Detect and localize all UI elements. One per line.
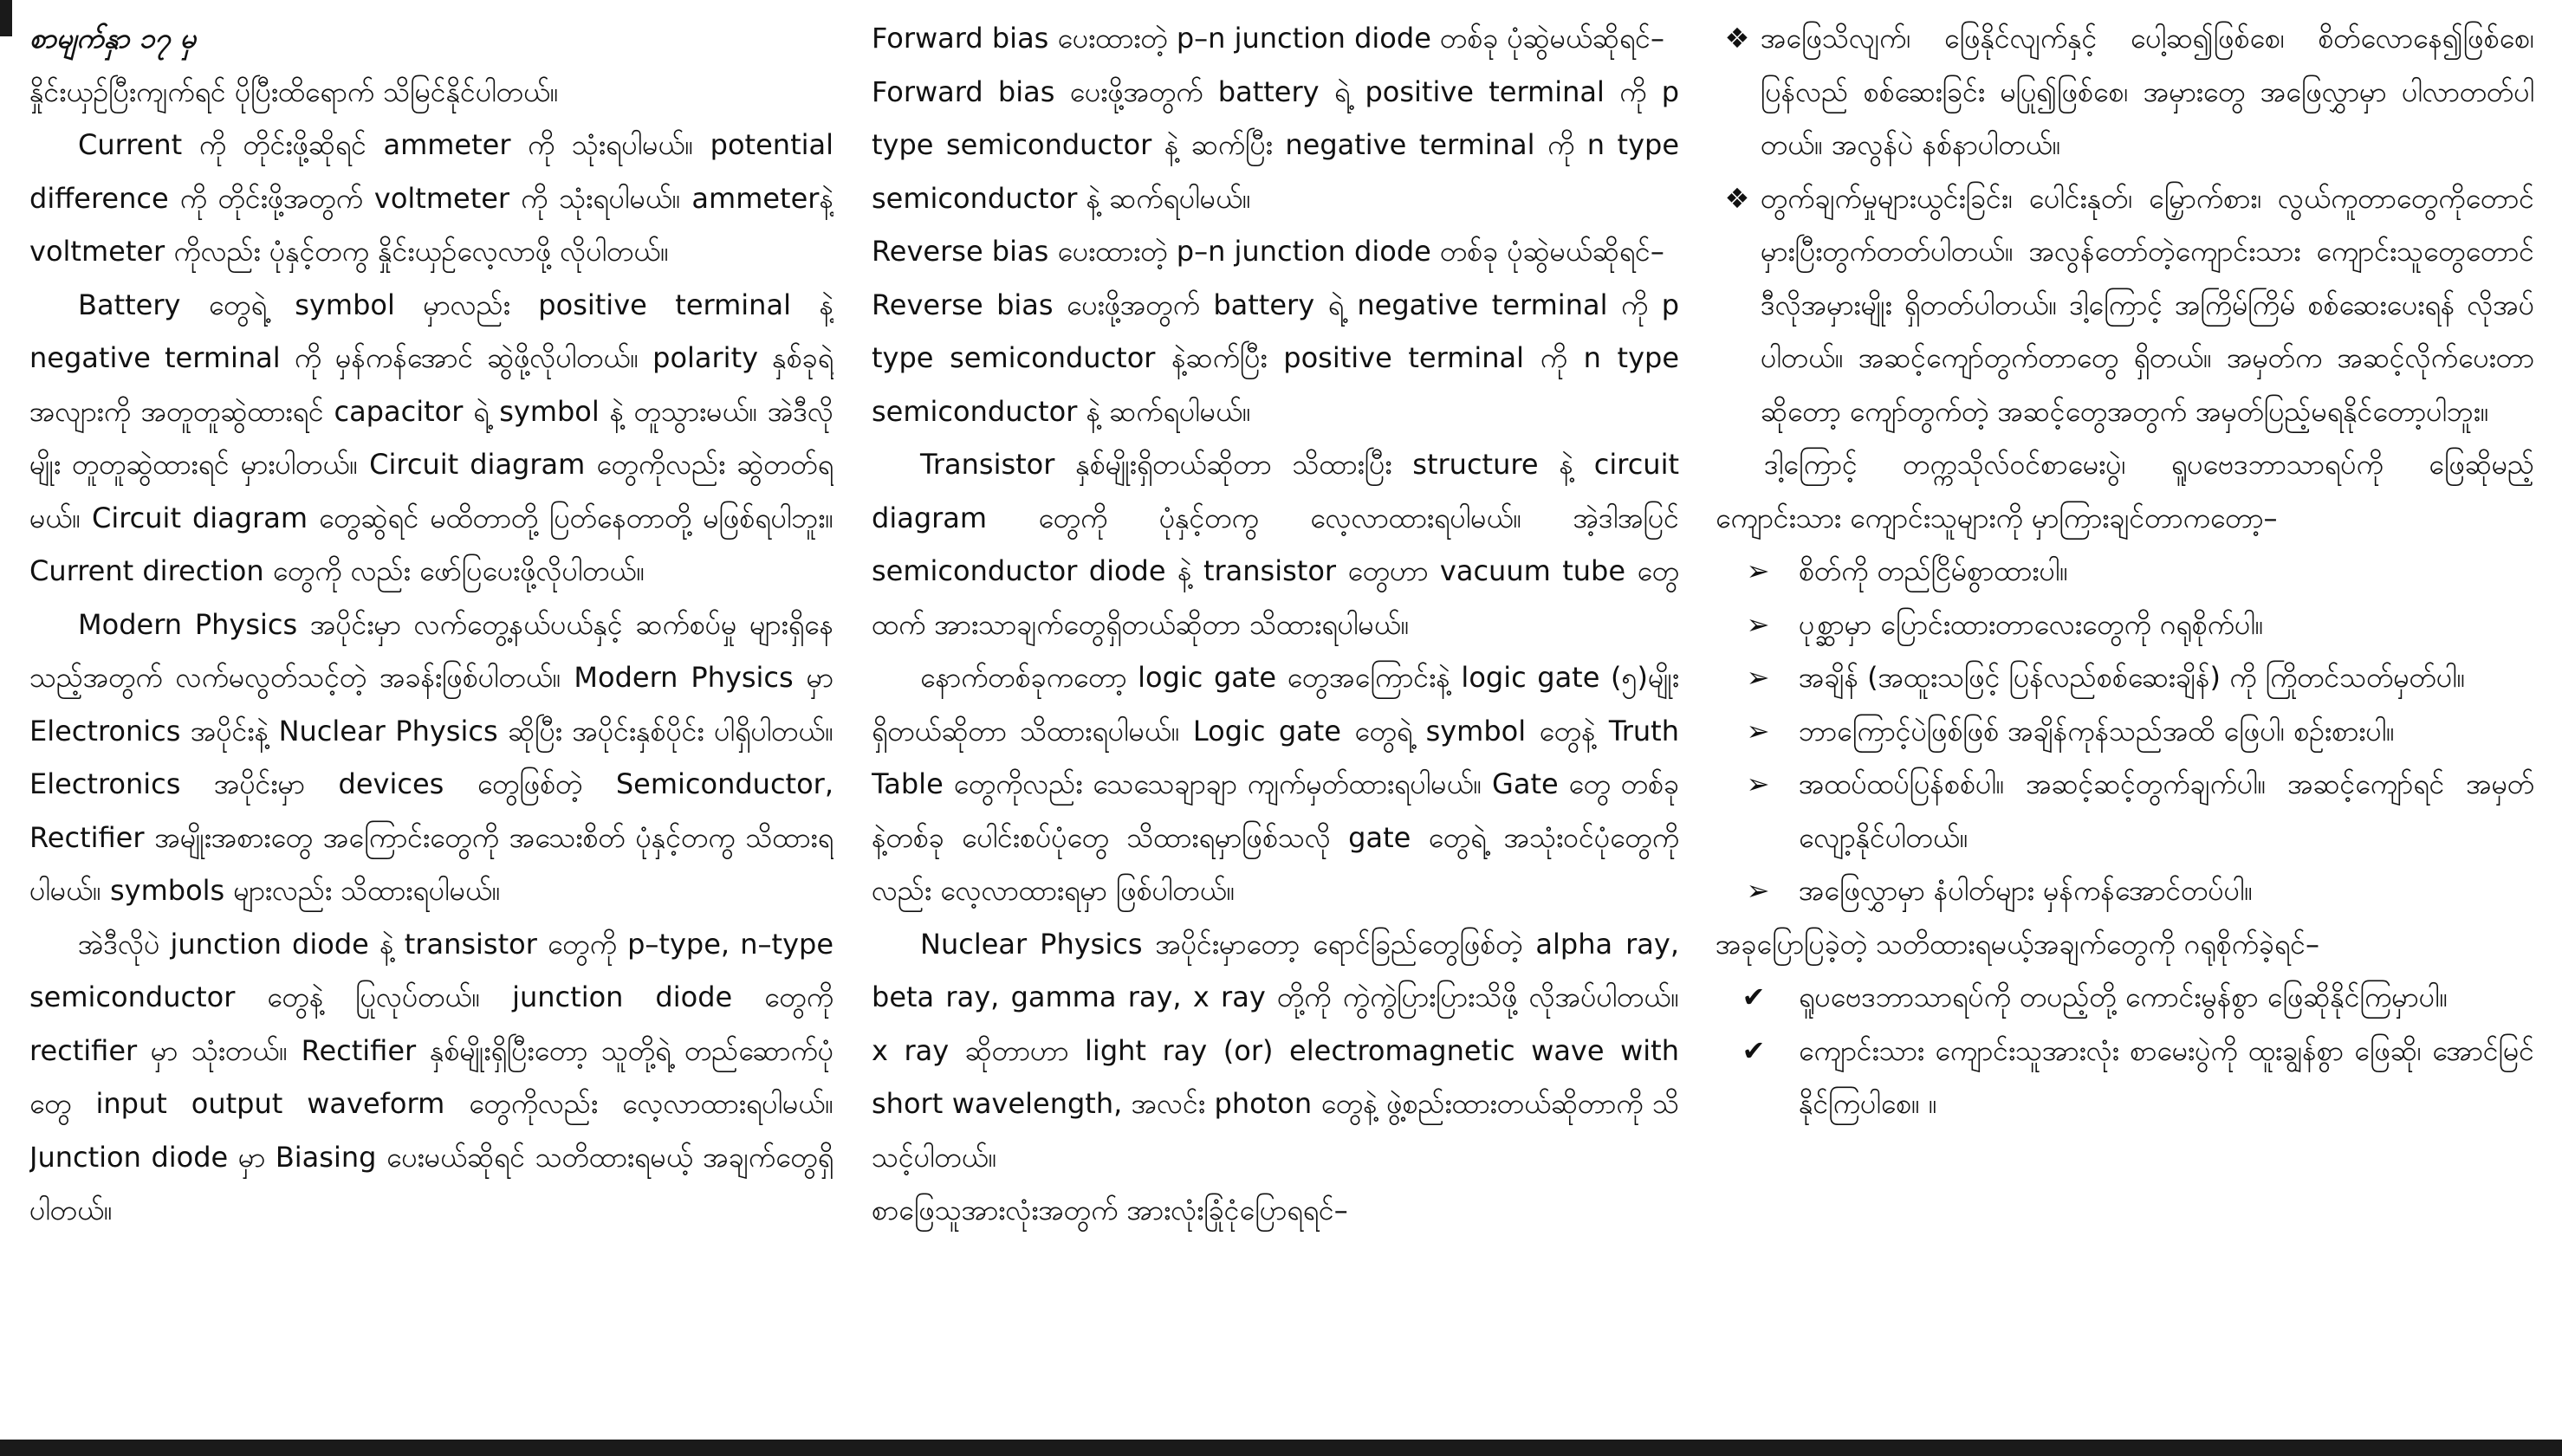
list-item-text: အထပ်ထပ်ပြန်စစ်ပါ။ အဆင့်ဆင့်တွက်ချက်ပါ။ အဆင့်ကျော်ရင် အမှတ်လျော့နိုင်ပါတယ်။ <box>1799 767 2534 854</box>
checkmark-bullet-icon: ✔ <box>1742 980 1766 1013</box>
list-item <box>1716 545 2534 599</box>
column-right <box>1716 12 2534 1433</box>
paragraph: အခုပြောပြခဲ့တဲ့ သတိထားရမယ့်အချက်တွေကို ဂရုစိုက်ခဲ့ရင်– <box>1716 927 2319 961</box>
paragraph: နောက်တစ်ခုကတော့ logic gate တွေအကြောင်းနဲ့ logic gate (၅)မျိုး ရှိတယ်ဆိုတာ သိထားရပါမယ်။ Logic gate တွေရဲ့ symbol တွေနဲ့ Truth Table တွေကိုလည်း သေသေချာချာ ကျက်မှတ်ထားရပါမယ်။ Gate တွေ တစ်ခုနဲ့တစ်ခု ပေါင်းစပ်ပုံတွေ သိထားရမှာဖြစ်သလို gate တွေရဲ့ အသုံးဝင်ပုံတွေကိုလည်း လေ့လာထားရမှာ ဖြစ်ပါတယ်။ <box>872 661 1679 907</box>
paragraph: Transistor နှစ်မျိုးရှိတယ်ဆိုတာ သိထားပြီး structure နဲ့ circuit diagram တွေကို ပုံနှင့်တကွ လေ့လာထားရပါမယ်။ အဲ့ဒါအပြင် semiconductor diode နဲ့ transistor တွေဟာ vacuum tube တွေထက် အားသာချက်တွေရှိတယ်ဆိုတာ သိထားရပါမယ်။ <box>872 448 1679 641</box>
paragraph: Forward bias ပေးဖို့အတွက် battery ရဲ့ positive terminal ကို p type semiconductor နဲ့ ဆက်ပြီး negative terminal ကို n type semiconductor နဲ့ ဆက်ရပါမယ်။ <box>872 74 1679 215</box>
list-item-text: အဖြေသိလျက်၊ ဖြေနိုင်လျက်နှင့် ပေါ့ဆ၍ဖြစ်စေ၊ စိတ်လောနေ၍ဖြစ်စေ၊ ပြန်လည် စစ်ဆေးခြင်း မပြု၍ဖြစ်စေ၊ အမှားတွေ အဖြေလွှာမှာ ပါလာတတ်ပါတယ်။ အလွန်ပဲ နစ်နာပါတယ်။ <box>1761 22 2534 161</box>
list-item <box>1716 864 2534 918</box>
paragraph: ဒါ့ကြောင့် တက္ကသိုလ်ဝင်စာမေးပွဲ၊ ရူပဗေဒဘာသာရပ်ကို ဖြေဆိုမည့် ကျောင်းသား ကျောင်းသူများကို မှာကြားချင်တာကတော့– <box>1716 448 2534 534</box>
list-item <box>1716 1025 2534 1131</box>
arrow-bullet-icon: ➢ <box>1746 661 1770 694</box>
list-item-text: ဘာကြောင့်ပဲဖြစ်ဖြစ် အချိန်ကုန်သည်အထိ ဖြေပါ၊ စဉ်းစားပါ။ <box>1799 714 2395 747</box>
page-corner-tab <box>0 0 12 36</box>
paragraph: စာဖြေသူအားလုံးအတွက် အားလုံးခြုံငုံပြောရရင်– <box>872 1194 1348 1226</box>
paragraph: Modern Physics အပိုင်းမှာ လက်တွေ့နယ်ပယ်နှင့် ဆက်စပ်မှု များရှိနေသည့်အတွက် လက်မလွတ်သင့်တဲ့ အခန်းဖြစ်ပါတယ်။ Modern Physics မှာ Electronics အပိုင်းနဲ့ Nuclear Physics ဆိုပြီး အပိုင်းနှစ်ပိုင်း ပါရှိပါတယ်။ Electronics အပိုင်းမှာ devices တွေဖြစ်တဲ့ Semiconductor, Rectifier အမျိုးအစားတွေ အကြောင်းတွေကို အသေးစိတ် ပုံနှင့်တကွ သိထားရပါမယ်။ symbols များလည်း သိထားရပါမယ်။ <box>29 607 833 907</box>
column-middle <box>872 12 1679 1433</box>
list-item <box>1716 971 2534 1025</box>
list-item-text: ကျောင်းသား ကျောင်းသူအားလုံး စာမေးပွဲကို ထူးချွန်စွာ ဖြေဆို၊ အောင်မြင်နိုင်ကြပါစေ။ ။ <box>1799 1033 2534 1120</box>
arrow-bullet-icon: ➢ <box>1746 714 1770 747</box>
paragraph: Current ကို တိုင်းဖို့ဆိုရင် ammeter ကို သုံးရပါမယ်။ potential difference ကို တိုင်းဖို့အတွက် voltmeter ကို သုံးရပါမယ်။ ammeterနဲ့ voltmeter ကိုလည်း ပုံနှင့်တကွ နှိုင်းယှဉ်လေ့လာဖို့ လိုပါတယ်။ <box>29 128 833 268</box>
list-item-text: တွက်ချက်မှုများယွင်းခြင်း၊ ပေါင်းနုတ်၊ မြှောက်စား၊ လွယ်ကူတာတွေကိုတောင် မှားပြီးတွက်တတ်ပါတယ်။ အလွန်တော်တဲ့ကျောင်းသား ကျောင်းသူတွေတောင် ဒီလိုအမှားမျိုး ရှိတတ်ပါတယ်။ ဒါ့ကြောင့် အကြိမ်ကြိမ် စစ်ဆေးပေးရန် လိုအပ်ပါတယ်။ အဆင့်ကျော်တွက်တာတွေ ရှိတယ်။ အမှတ်က အဆင့်လိုက်ပေးတာဆိုတော့ ကျော်တွက်တဲ့ အဆင့်တွေအတွက် အမှတ်ပြည့်မရနိုင်တော့ပါဘူး။ <box>1761 181 2534 428</box>
diamond-bullet-icon: ❖ <box>1724 181 1750 215</box>
paragraph: Battery တွေရဲ့ symbol မှာလည်း positive terminal နဲ့ negative terminal ကို မှန်ကန်အောင် ဆွဲဖို့လိုပါတယ်။ polarity နှစ်ခုရဲ့အလျားကို အတူတူဆွဲထားရင် capacitor ရဲ့ symbol နဲ့ တူသွားမယ်။ အဲဒီလိုမျိုး တူတူဆွဲထားရင် မှားပါတယ်။ Circuit diagram တွေကိုလည်း ဆွဲတတ်ရမယ်။ Circuit diagram တွေဆွဲရင် မထိတာတို့ ပြတ်နေတာတို့ မဖြစ်ရပါဘူး။ Current direction တွေကို လည်း ဖော်ပြပေးဖို့လိုပါတယ်။ <box>29 288 833 587</box>
list-item <box>1716 651 2534 705</box>
paragraph: Nuclear Physics အပိုင်းမှာတော့ ရောင်ခြည်တွေဖြစ်တဲ့ alpha ray, beta ray, gamma ray, x ray တို့ကို ကွဲကွဲပြားပြားသိဖို့ လိုအပ်ပါတယ်။ x ray ဆိုတာဟာ light ray (or) electromagnetic wave with short wavelength, အလင်း photon တွေနဲ့ ဖွဲ့စည်းထားတယ်ဆိုတာကို သိသင့်ပါတယ်။ <box>872 927 1679 1174</box>
paragraph: Forward bias ပေးထားတဲ့ p–n junction diode တစ်ခု ပုံဆွဲမယ်ဆိုရင်– <box>872 22 1664 55</box>
paragraph: နှိုင်းယှဉ်ပြီးကျက်ရင် ပိုပြီးထိရောက် သိမြင်နိုင်ပါတယ်။ <box>29 74 559 108</box>
paragraph: Reverse bias ပေးဖို့အတွက် battery ရဲ့ negative terminal ကို p type semiconductor နဲ့ဆက်ပြီး positive terminal ကို n type semiconductor နဲ့ ဆက်ရပါမယ်။ <box>872 288 1679 428</box>
list-item <box>1716 705 2534 759</box>
arrow-bullet-icon: ➢ <box>1746 554 1770 587</box>
list-item <box>1716 172 2534 439</box>
arrow-bullet-icon: ➢ <box>1746 607 1770 641</box>
list-item <box>1716 12 2534 172</box>
paragraph: Reverse bias ပေးထားတဲ့ p–n junction diode တစ်ခု ပုံဆွဲမယ်ဆိုရင်– <box>872 235 1664 268</box>
arrow-bullet-icon: ➢ <box>1746 767 1770 800</box>
list-item-text: ပုစ္ဆာမှာ ပြောင်းထားတာလေးတွေကို ဂရုစိုက်ပါ။ <box>1799 607 2264 641</box>
list-item <box>1716 758 2534 864</box>
list-item-text: ရူပဗေဒဘာသာရပ်ကို တပည့်တို့ ကောင်းမွန်စွာ ဖြေဆိုနိုင်ကြမှာပါ။ <box>1799 980 2448 1013</box>
diamond-bullet-icon: ❖ <box>1724 22 1750 55</box>
list-item-text: အဖြေလွှာမှာ နံပါတ်များ မှန်ကန်အောင်တပ်ပါ။ <box>1799 874 2254 907</box>
list-item <box>1716 599 2534 652</box>
continuation-heading: စာမျက်နှာ ၁၇ မှ <box>29 22 197 55</box>
list-item-text: အချိန် (အထူးသဖြင့် ပြန်လည်စစ်ဆေးချိန်) ကို ကြိုတင်သတ်မှတ်ပါ။ <box>1799 661 2466 694</box>
checkmark-bullet-icon: ✔ <box>1742 1033 1766 1067</box>
arrow-bullet-icon: ➢ <box>1746 874 1770 907</box>
column-left <box>29 12 833 1433</box>
paragraph: အဲဒီလိုပဲ junction diode နဲ့ transistor တွေကို p–type, n–type semiconductor တွေနဲ့ ပြုလုပ်တယ်။ junction diode တွေကို rectifier မှာ သုံးတယ်။ Rectifier နှစ်မျိုးရှိပြီးတော့ သူတို့ရဲ့ တည်ဆောက်ပုံတွေ input output waveform တွေကိုလည်း လေ့လာထားရပါမယ်။ Junction diode မှာ Biasing ပေးမယ်ဆိုရင် သတိထားရမယ့် အချက်တွေရှိပါတယ်။ <box>29 927 833 1226</box>
list-item-text: စိတ်ကို တည်ငြိမ်စွာထားပါ။ <box>1799 554 2068 587</box>
